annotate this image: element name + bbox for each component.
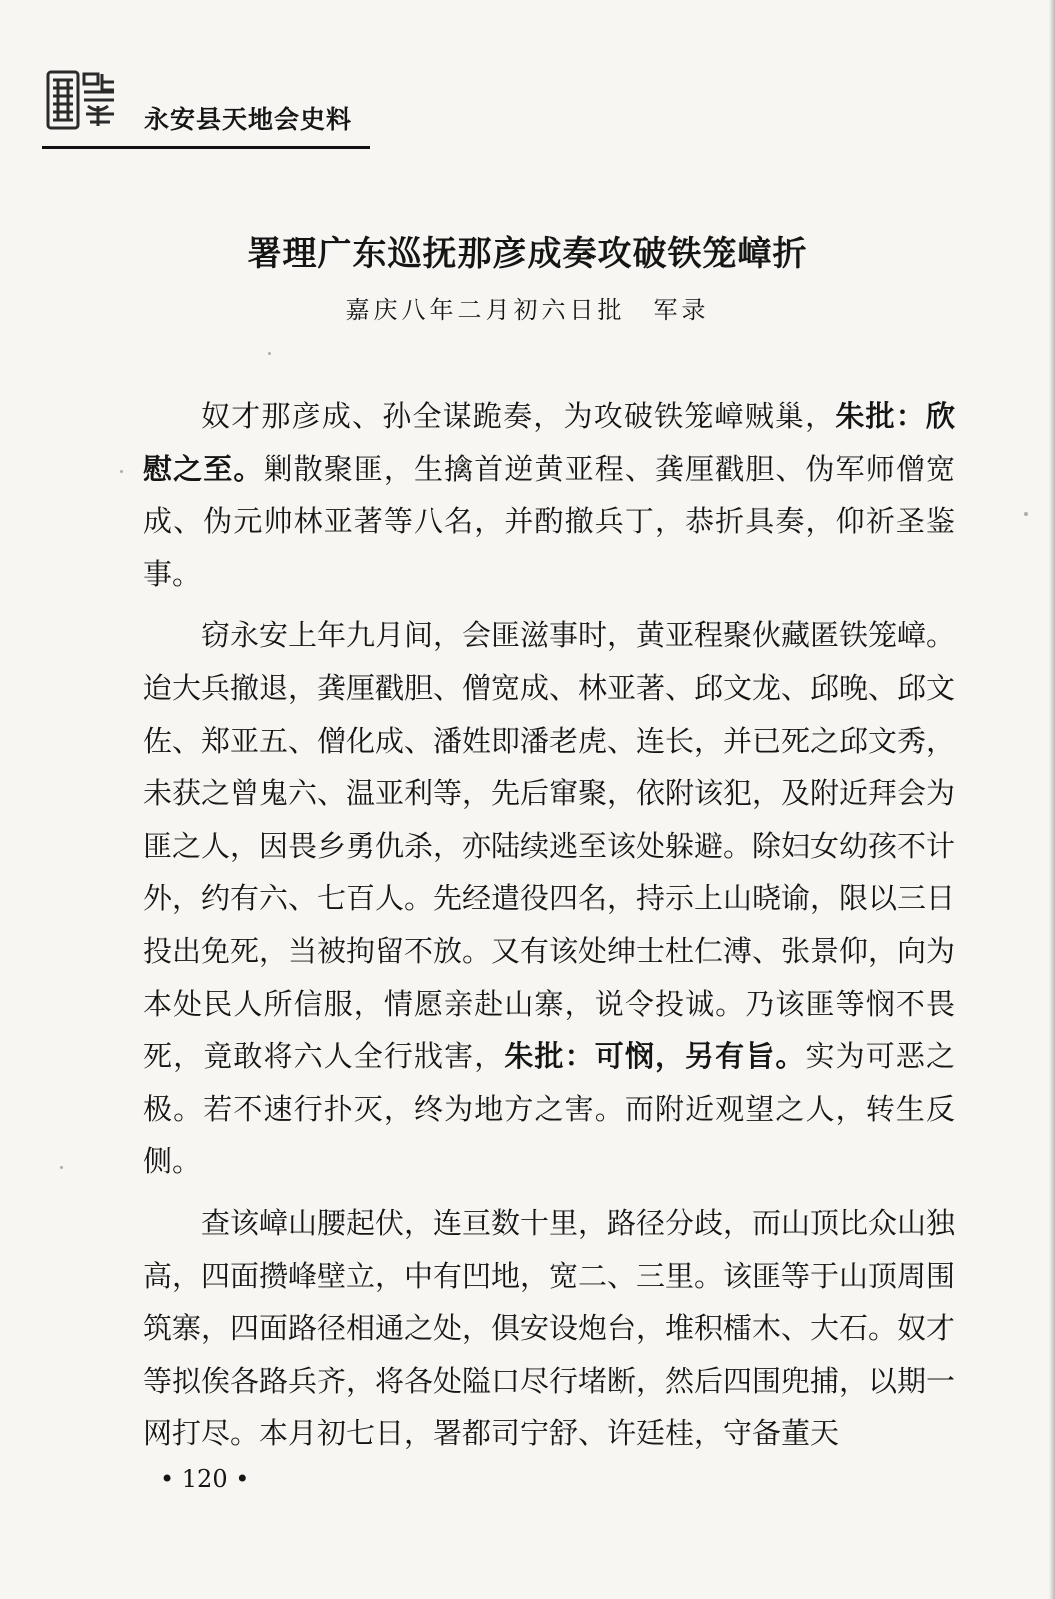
paragraph-text: 剿散聚匪，生擒首逆黄亚程、龚厘戳胆、伪军师僧宽成、伪元帅林亚著等八名，并酌撤兵丁，恭折具奏，仰祈圣鉴事。 xyxy=(143,451,955,591)
imperial-rescript: 朱批：欣慰之至。 xyxy=(143,399,955,486)
scan-speck xyxy=(268,352,271,355)
body-paragraph xyxy=(143,609,955,1188)
running-header xyxy=(40,62,370,152)
imperial-rescript: 朱批：可悯，另有旨。 xyxy=(504,1039,806,1074)
running-title: 永安县天地会史料 xyxy=(144,105,353,134)
page-number: • 120 • xyxy=(160,1465,250,1493)
seal-stamp-icon xyxy=(46,68,118,132)
document-subtitle: 嘉庆八年二月初六日批 军录 xyxy=(345,296,710,324)
header-divider xyxy=(42,146,370,149)
paragraph-text: 窃永安上年九月间，会匪滋事时，黄亚程聚伙藏匿铁笼嶂。迨大兵撤退，龚厘戳胆、僧宽成、林亚著、邱文龙、邱晚、邱文佐、郑亚五、僧化成、潘姓即潘老虎、连长，并已死之邱文秀，未获之曾鬼六、温亚利等，先后窜聚，依附该犯，及附近拜会为匪之人，因畏乡勇仇杀，亦陆续逃至该处躲避。除妇女幼孩不计外，约有六、七百人。先经遣役四名，持示上山晓谕，限以三日投出免死，当被拘留不放。又有该处绅士杜仁溥、张景仰，向为本处民人所信服，情愿亲赴山寨，说令投诚。乃该匪等悯不畏死，竟敢将六人全行戕害， xyxy=(143,618,956,1074)
document-title: 署理广东巡抚那彦成奏攻破铁笼嶂折 xyxy=(247,234,808,274)
body-paragraph xyxy=(143,390,955,600)
document-body xyxy=(143,390,955,1469)
scan-speck xyxy=(1024,512,1028,516)
paragraph-text: 奴才那彦成、孙全谋跪奏，为攻破铁笼嶂贼巢， xyxy=(201,399,836,433)
paragraph-text: 实为可恶之极。若不速行扑灭，终为地方之害。而附近观望之人，转生反侧。 xyxy=(143,1039,955,1179)
scan-edge-shadow xyxy=(1049,0,1055,1599)
scan-speck xyxy=(120,470,123,473)
paragraph-text: 查该嶂山腰起伏，连亘数十里，路径分歧，而山顶比众山独高，四面攒峰壁立，中有凹地，宽二、三里。该匪等于山顶周围筑寨，四面路径相通之处，俱安设炮台，堆积檑木、大石。奴才等拟俟各路兵齐，将各处隘口尽行堵断，然后四围兜捕，以期一网打尽。本月初七日，署都司宁舒、许廷桂，守备董天 xyxy=(143,1205,956,1451)
scan-speck xyxy=(60,1166,63,1169)
body-paragraph xyxy=(143,1197,955,1460)
